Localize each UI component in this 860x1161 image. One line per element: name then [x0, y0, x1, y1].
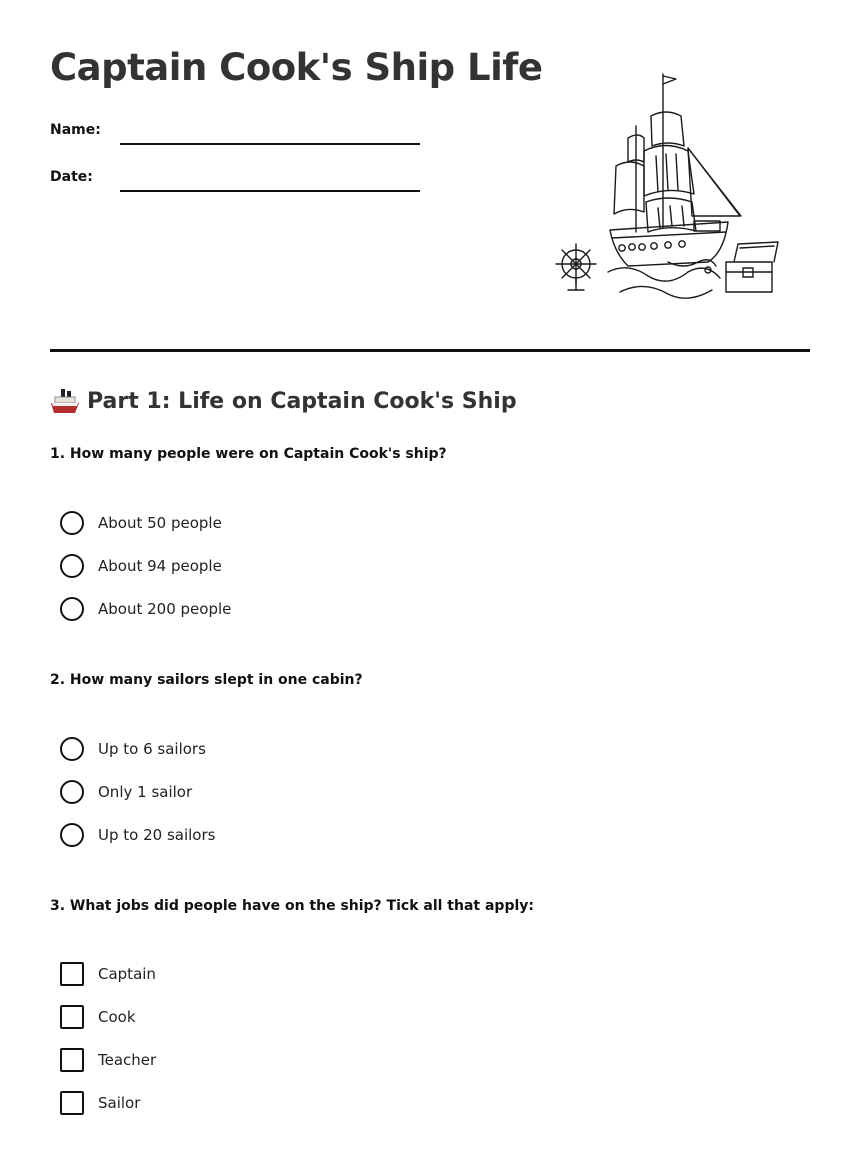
question-1: 1. How many people were on Captain Cook's ship?	[50, 446, 447, 462]
radio-button[interactable]	[60, 780, 84, 804]
part-1-heading-text: Part 1: Life on Captain Cook's Ship	[87, 388, 517, 414]
date-field[interactable]	[120, 190, 420, 192]
q2-option-2[interactable]	[60, 779, 192, 805]
date-label: Date:	[50, 169, 93, 185]
q3-option-4[interactable]	[60, 1090, 140, 1116]
radio-button[interactable]	[60, 823, 84, 847]
option-label: Sailor	[98, 1094, 141, 1112]
question-2: 2. How many sailors slept in one cabin?	[50, 672, 363, 688]
sailing-ship-illustration	[548, 66, 788, 310]
radio-button[interactable]	[60, 737, 84, 761]
q3-option-3[interactable]	[60, 1047, 156, 1073]
q2-option-1[interactable]	[60, 736, 206, 762]
option-label: Captain	[98, 965, 156, 983]
question-3: 3. What jobs did people have on the ship? Tick all that apply:	[50, 898, 534, 914]
option-label: Cook	[98, 1008, 136, 1026]
page-title: Captain Cook's Ship Life	[50, 46, 543, 89]
ship-icon	[50, 387, 80, 415]
option-label: About 94 people	[98, 557, 222, 575]
section-divider	[50, 349, 810, 352]
option-label: Only 1 sailor	[98, 783, 193, 801]
checkbox[interactable]	[60, 1005, 84, 1029]
part-1-heading	[50, 387, 517, 415]
checkbox[interactable]	[60, 1048, 84, 1072]
q3-option-2[interactable]	[60, 1004, 136, 1030]
option-label: About 200 people	[98, 600, 232, 618]
checkbox[interactable]	[60, 962, 84, 986]
option-label: Teacher	[98, 1051, 157, 1069]
radio-button[interactable]	[60, 597, 84, 621]
name-label: Name:	[50, 122, 101, 138]
option-label: About 50 people	[98, 514, 222, 532]
q1-option-2[interactable]	[60, 553, 222, 579]
q2-option-3[interactable]	[60, 822, 215, 848]
q1-option-1[interactable]	[60, 510, 222, 536]
checkbox[interactable]	[60, 1091, 84, 1115]
option-label: Up to 20 sailors	[98, 826, 216, 844]
q3-option-1[interactable]	[60, 961, 156, 987]
radio-button[interactable]	[60, 554, 84, 578]
radio-button[interactable]	[60, 511, 84, 535]
name-field[interactable]	[120, 143, 420, 145]
option-label: Up to 6 sailors	[98, 740, 206, 758]
q1-option-3[interactable]	[60, 596, 231, 622]
